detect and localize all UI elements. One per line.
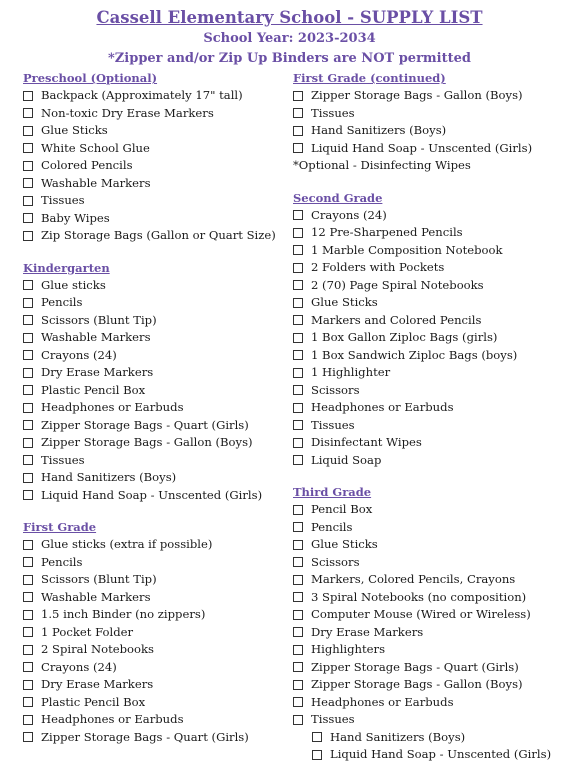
checklist-item [293,729,573,747]
checklist [293,207,573,470]
item-label: 3 Spiral Notebooks (no composition) [311,589,527,604]
binder-notice: *Zipper and/or Zip Up Binders are NOT permitted [108,51,471,66]
checklist-item [23,175,285,193]
checkbox-icon[interactable] [23,143,33,153]
checklist-item [293,259,573,277]
item-label: Glue Sticks [311,537,378,551]
checkbox-icon[interactable] [23,213,33,223]
checkbox-icon[interactable] [23,420,33,430]
checklist-item [293,87,573,105]
checkbox-icon[interactable] [23,91,33,101]
item-label: Headphones or Earbuds [311,694,454,709]
checklist-item [293,312,573,330]
item-label: Zipper Storage Bags - Quart (Girls) [41,729,249,744]
section-kindergarten [23,260,285,505]
item-label: Markers and Colored Pencils [311,312,482,327]
checkbox-icon[interactable] [23,438,33,448]
checklist-item [23,624,285,642]
checkbox-icon[interactable] [293,438,303,448]
checkbox-icon[interactable] [293,91,303,101]
checkbox-icon[interactable] [293,592,303,602]
checkbox-icon[interactable] [23,732,33,742]
item-label: Scissors (Blunt Tip) [41,312,157,327]
item-label: Crayons (24) [41,659,117,674]
checkbox-icon[interactable] [293,455,303,465]
item-label: Washable Markers [41,330,151,344]
section-preschool [23,70,285,245]
checklist-item [23,676,285,694]
section-third-grade [293,484,573,764]
item-label: Pencils [41,295,83,309]
checklist-item [23,347,285,365]
checklist-item [23,711,285,729]
checklist [293,87,573,157]
checklist-item [293,329,573,347]
section-title: First Grade [23,520,97,534]
checklist-item [23,105,285,123]
item-label: Tissues [311,105,355,120]
checklist-item [23,122,285,140]
checkbox-icon[interactable] [293,385,303,395]
optional-note: *Optional - Disinfecting Wipes [293,158,471,172]
checkbox-icon[interactable] [23,298,33,308]
item-label: 2 Spiral Notebooks [41,642,154,656]
section-title: Third Grade [293,485,372,499]
checkbox-icon[interactable] [23,697,33,707]
checkbox-icon[interactable] [23,126,33,136]
checkbox-icon[interactable] [23,350,33,360]
checklist-item [23,729,285,747]
item-label: Washable Markers [41,175,151,190]
checklist-item [23,571,285,589]
checkbox-icon[interactable] [293,333,303,343]
checklist-item [23,294,285,312]
item-label: Pencils [311,519,353,534]
item-label: Backpack (Approximately 17" tall) [41,88,243,102]
checkbox-icon[interactable] [23,610,33,620]
item-label: Scissors (Blunt Tip) [41,572,157,586]
checkbox-icon[interactable] [293,662,303,672]
checkbox-icon[interactable] [23,108,33,118]
item-label: Glue sticks [41,277,106,292]
right-column [293,70,573,779]
checklist-item [23,589,285,607]
item-label: Crayons (24) [41,347,117,362]
checklist-item [293,536,573,554]
checkbox-icon[interactable] [293,210,303,220]
checkbox-icon[interactable] [293,108,303,118]
item-label: Headphones or Earbuds [41,712,184,726]
checklist-item [293,294,573,312]
item-label: Glue sticks (extra if possible) [41,537,213,551]
left-column [23,70,285,761]
checkbox-icon[interactable] [23,161,33,171]
item-label: Headphones or Earbuds [41,400,184,414]
item-label: Liquid Hand Soap - Unscented (Girls) [41,487,263,502]
item-label: White School Glue [41,140,150,155]
checkbox-icon[interactable] [293,228,303,238]
checkbox-icon[interactable] [293,280,303,290]
checklist-item [23,140,285,158]
item-label: Headphones or Earbuds [311,400,454,414]
item-label: Baby Wipes [41,210,110,225]
checkbox-icon[interactable] [23,645,33,655]
item-label: Non-toxic Dry Erase Markers [41,105,214,120]
checkbox-icon[interactable] [293,557,303,567]
checkbox-icon[interactable] [293,610,303,620]
checklist-item [23,487,285,505]
item-label: Highlighters [311,642,386,656]
checkbox-icon[interactable] [23,473,33,483]
checkbox-icon[interactable] [293,298,303,308]
checkbox-icon[interactable] [293,645,303,655]
section-second-grade [293,190,573,470]
checklist-item [23,312,285,330]
section-title: Kindergarten [23,260,110,275]
checklist-item [293,277,573,295]
item-label: Glue Sticks [311,295,378,309]
checklist-item [293,624,573,642]
checklist [293,501,573,764]
checkbox-icon[interactable] [23,231,33,241]
item-label: Hand Sanitizers (Boys) [41,470,177,484]
item-label: Liquid Soap [311,452,382,467]
item-label: Crayons (24) [311,207,387,222]
checklist-item [23,210,285,228]
item-label: Tissues [41,452,85,467]
checklist [23,87,285,245]
checklist-item [293,641,573,659]
checklist-item [293,589,573,607]
checklist-item [293,711,573,729]
checklist-item [293,105,573,123]
checklist-item [23,452,285,470]
checklist-item [293,347,573,365]
item-label: Plastic Pencil Box [41,694,146,709]
checklist-item [23,434,285,452]
checkbox-icon[interactable] [293,575,303,585]
checklist-item [23,606,285,624]
checklist-item [23,694,285,712]
item-label: Hand Sanitizers (Boys) [330,729,466,744]
item-label: 1 Marble Composition Notebook [311,242,503,257]
checkbox-icon[interactable] [293,505,303,515]
checkbox-icon[interactable] [293,697,303,707]
checkbox-icon[interactable] [23,178,33,188]
item-label: Tissues [41,193,85,207]
item-label: Tissues [311,417,355,432]
checkbox-icon[interactable] [293,315,303,325]
item-label: Glue Sticks [41,123,108,137]
checkbox-icon[interactable] [293,245,303,255]
checkbox-icon[interactable] [293,522,303,532]
checklist-item [293,364,573,382]
checklist-item [23,382,285,400]
checkbox-icon[interactable] [293,403,303,413]
checkbox-icon[interactable] [293,368,303,378]
checkbox-icon[interactable] [293,715,303,725]
checkbox-icon[interactable] [23,333,33,343]
checklist-item [293,746,573,764]
checklist-item [293,519,573,537]
checkbox-icon[interactable] [23,662,33,672]
item-label: Hand Sanitizers (Boys) [311,123,447,137]
checklist-item [293,676,573,694]
item-label: Pencil Box [311,502,373,516]
checklist-item [23,536,285,554]
item-label: Liquid Hand Soap - Unscented (Girls) [330,747,552,761]
checkbox-icon[interactable] [23,196,33,206]
section-first-grade-continued [293,70,573,175]
document-header [0,7,579,69]
item-label: 1 Box Sandwich Ziploc Bags (boys) [311,347,518,362]
checkbox-icon[interactable] [23,385,33,395]
checklist-item [293,554,573,572]
checklist-item [23,277,285,295]
checklist-item [293,571,573,589]
checklist [23,277,285,505]
checklist-item [23,157,285,175]
checklist-item [23,399,285,417]
checklist-item [293,417,573,435]
checkbox-icon[interactable] [293,350,303,360]
item-label: Scissors [311,554,360,569]
checkbox-icon[interactable] [23,715,33,725]
checkbox-icon[interactable] [293,263,303,273]
checkbox-icon[interactable] [312,732,322,742]
checklist-item [293,501,573,519]
section-first-grade [23,519,285,746]
checklist-item [23,659,285,677]
checklist-item [293,382,573,400]
checkbox-icon[interactable] [293,126,303,136]
checklist-item [293,207,573,225]
checklist-item [23,329,285,347]
checklist-item [293,694,573,712]
item-label: Pencils [41,554,83,569]
section-title: Preschool (Optional) [23,71,158,85]
checklist-item [293,434,573,452]
checkbox-icon[interactable] [293,540,303,550]
checklist-item [293,452,573,470]
section-title: First Grade (continued) [293,71,446,85]
checklist [23,536,285,746]
item-label: Zip Storage Bags (Gallon or Quart Size) [41,228,276,242]
checklist-item [23,227,285,245]
checkbox-icon[interactable] [23,315,33,325]
item-label: Computer Mouse (Wired or Wireless) [311,607,531,621]
item-label: Washable Markers [41,589,151,604]
item-label: Zipper Storage Bags - Quart (Girls) [311,659,519,674]
checkbox-icon[interactable] [23,592,33,602]
item-label: Markers, Colored Pencils, Crayons [311,572,516,586]
checklist-item [293,140,573,158]
checkbox-icon[interactable] [293,420,303,430]
checklist-item [293,242,573,260]
checklist-item [293,224,573,242]
item-label: Liquid Hand Soap - Unscented (Girls) [311,140,533,155]
checkbox-icon[interactable] [293,680,303,690]
item-label: Dry Erase Markers [311,624,424,639]
item-label: 1 Pocket Folder [41,624,134,639]
item-label: 12 Pre-Sharpened Pencils [311,225,463,239]
checkbox-icon[interactable] [312,750,322,760]
item-label: Zipper Storage Bags - Gallon (Boys) [311,677,523,691]
checklist-item [23,469,285,487]
checklist-item [23,87,285,105]
item-label: 2 (70) Page Spiral Notebooks [311,277,484,292]
section-title: Second Grade [293,190,383,205]
checkbox-icon[interactable] [293,627,303,637]
item-label: 1 Highlighter [311,365,391,379]
checkbox-icon[interactable] [23,627,33,637]
checkbox-icon[interactable] [23,403,33,413]
checklist-item [293,122,573,140]
item-label: Zipper Storage Bags - Quart (Girls) [41,417,249,432]
checkbox-icon[interactable] [23,455,33,465]
checklist-item [293,659,573,677]
item-label: Dry Erase Markers [41,365,154,379]
item-label: Plastic Pencil Box [41,382,146,397]
item-label: Scissors [311,382,360,397]
item-label: 2 Folders with Pockets [311,260,445,274]
checklist-item [23,554,285,572]
item-label: 1 Box Gallon Ziploc Bags (girls) [311,330,498,344]
checklist-item [23,192,285,210]
checklist-item [23,641,285,659]
checkbox-icon[interactable] [293,143,303,153]
checkbox-icon[interactable] [23,540,33,550]
checkbox-icon[interactable] [23,575,33,585]
checklist-item [293,399,573,417]
item-label: 1.5 inch Binder (no zippers) [41,607,206,621]
checkbox-icon[interactable] [23,490,33,500]
checkbox-icon[interactable] [23,368,33,378]
school-year: School Year: 2023-2034 [203,31,376,46]
item-label: Dry Erase Markers [41,677,154,691]
checklist-item [23,364,285,382]
item-label: Zipper Storage Bags - Gallon (Boys) [41,435,253,449]
checkbox-icon[interactable] [23,280,33,290]
checkbox-icon[interactable] [23,680,33,690]
item-label: Disinfectant Wipes [311,435,422,449]
item-label: Colored Pencils [41,158,133,172]
checklist-item [293,606,573,624]
checkbox-icon[interactable] [23,557,33,567]
item-label: Zipper Storage Bags - Gallon (Boys) [311,88,523,102]
item-label: Tissues [311,712,355,726]
page-title: Cassell Elementary School - SUPPLY LIST [96,8,483,27]
checklist-item [23,417,285,435]
